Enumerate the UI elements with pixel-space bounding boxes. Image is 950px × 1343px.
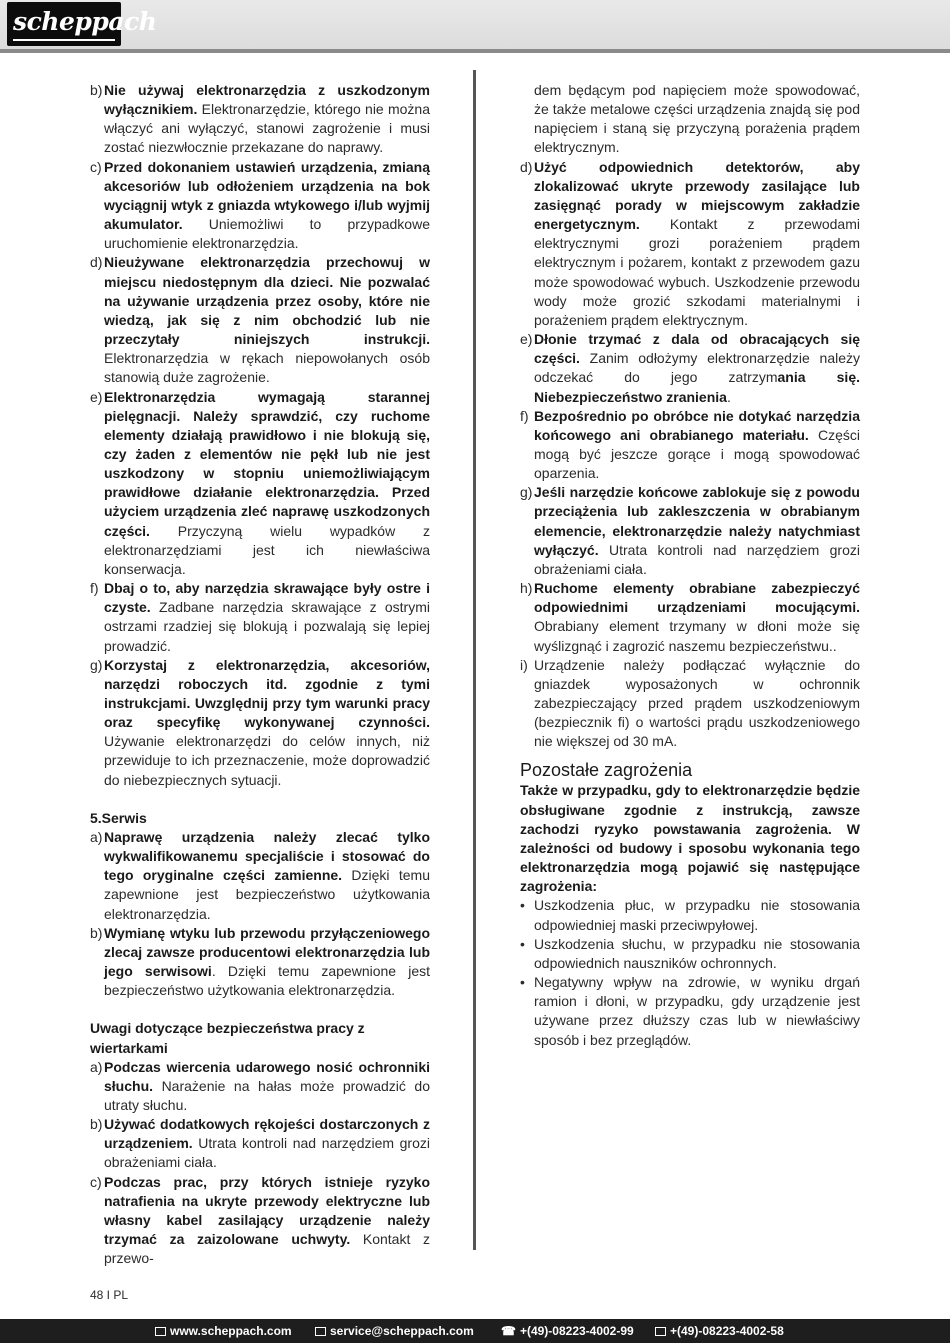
page-header xyxy=(0,0,950,50)
list-item-d: d) Nieużywane elektronarzędzia przechowuj w miejscu niedostępnym dla dzieci. Nie pozwalać na używanie urządzenia przez osoby, które nie wiedzą, jak się z nim obchodzić lub nie przeczytały niniejszych instrukcji. Elektronarzędzia w rękach niepowołanych osób stanowią duże zagrożenie. xyxy=(90,254,430,386)
monitor-icon xyxy=(155,1327,166,1336)
list-item-g: g) Korzystaj z elektronarzędzia, akcesoriów, narzędzi roboczych itd. zgodnie z tymi instrukcjami. Uwzględnij przy tym warunki pracy oraz specyfikę wykonywanej czynności. Używanie elektronarzędzi do celów innych, niż przewiduje to ich przeznaczenie, może doprowadzić do niebezpiecznych sytuacji. xyxy=(90,656,430,788)
uwagi-item-c: c) Podczas prac, przy których istnieje ryzyko natrafienia na ukryte przewody elektryczne lub własny kabel zasilający urządzenie należy trzymać za zaizolowane uchwyty. Kontakt z przewo- xyxy=(90,1173,430,1267)
uwagi-item-a: a) Podczas wiercenia udarowego nosić ochronniki słuchu. Narażenie na hałas może prowadzić do utraty słuchu. xyxy=(90,1058,430,1113)
bullet-item: • Negatywny wpływ na zdrowie, w wyniku drgań ramion i dłoni, w przypadku, gdy urządzenie jest używane przez dłuższy czas lub w niewłaściwy sposób i bez przeglądów. xyxy=(520,974,860,1048)
serwis-item-b: b) Wymianę wtyku lub przewodu przyłączeniowego zlecaj zawsze producentowi elektronarzędzia lub jego serwisowi. Dzięki temu zapewnione jest bezpieczeństwo użytkowania elektronarzędzia. xyxy=(90,924,430,999)
list-item-b: b) Nie używaj elektronarzędzia z uszkodzonym wyłącznikiem. Elektronarzędzie, którego nie można włączyć ani wyłączyć, stanowi zagrożenie i musi zostać niezwłocznie przekazane do naprawy. xyxy=(90,82,430,156)
page-number: 48 I PL xyxy=(90,1288,129,1302)
uwagi-item-h: h) Ruchome elementy obrabiane zabezpieczyć odpowiednimi urządzeniami mocującymi. Obrabiany element trzymany w dłoni może się wyślizgnąć i zagrozić naszemu bezpieczeństwu.. xyxy=(520,580,860,654)
left-column xyxy=(90,81,430,1268)
footer-web[interactable]: www.scheppach.com xyxy=(155,1324,292,1338)
footer-phone: ☎ +(49)-08223-4002-99 xyxy=(501,1324,634,1338)
page-footer xyxy=(0,1319,950,1343)
list-item-e: e) Elektronarzędzia wymagają starannej pielęgnacji. Należy sprawdzić, czy ruchome elementy działają prawidłowo i nie blokują się, czy żaden z elementów nie pękł lub nie jest uszkodzony w stopniu uniemożliwiającym prawidłowe działanie elektronarzędzia. Przed użyciem urządzenia zleć naprawę uszkodzonych części. Przyczyną wielu wypadków z elektronarzędziami jest ich niewłaściwa konserwacja. xyxy=(90,388,430,577)
mail-icon xyxy=(315,1327,326,1336)
right-column xyxy=(520,81,860,1050)
uwagi-item-b: b) Używać dodatkowych rękojeści dostarczonych z urządzeniem. Utrata kontroli nad narzędziem grozi obrażeniami ciała. xyxy=(90,1116,430,1171)
bullet-item: • Uszkodzenia słuchu, w przypadku nie stosowania odpowiednich nauszników ochronnych. xyxy=(520,935,860,971)
section-title-uwagi: Uwagi dotyczące bezpieczeństwa pracy z wiertarkami xyxy=(90,1020,365,1056)
fax-icon xyxy=(655,1327,666,1336)
uwagi-item-f: f) Bezpośrednio po obróbce nie dotykać narzędzia końcowego ani obrabianego materiału. Części mogą być jeszcze gorące i mogą spowodować oparzenia. xyxy=(520,407,860,482)
phone-icon: ☎ xyxy=(501,1324,516,1338)
uwagi-item-g: g) Jeśli narzędzie końcowe zablokuje się z powodu przeciążenia lub zakleszczenia w obrabianym elemencie, elektronarzędzie należy natychmiast wyłączyć. Utrata kontroli nad narzędziem grozi obrażeniami ciała. xyxy=(520,484,860,577)
bullet-item: • Uszkodzenia płuc, w przypadku nie stosowania odpowiedniej maski przeciwpyłowej. xyxy=(520,897,860,933)
uwagi-item-c-continued: dem będącym pod napięciem może spowodować, że także metalowe części urządzenia znajdą się pod napięciem i staną się przyczyną porażenia prądem elektrycznym. xyxy=(534,82,860,156)
section-title-serwis: 5.Serwis xyxy=(90,809,147,826)
column-divider xyxy=(473,70,476,1250)
list-item-f: f) Dbaj o to, aby narzędzia skrawające były ostre i czyste. Zadbane narzędzia skrawające z ostrymi ostrzami rzadziej się blokują i pozwalają się lepiej prowadzić. xyxy=(90,580,430,654)
scheppach-logo: scheppach xyxy=(7,2,121,46)
uwagi-item-e: e) Dłonie trzymać z dala od obracających się części. Zanim odłożymy elektronarzędzie należy odczekać do jego zatrzymania się. Niebezpieczeństwo zranienia. xyxy=(520,331,860,405)
section-title-residual-risks: Pozostałe zagrożenia xyxy=(520,760,693,781)
uwagi-item-i: i) Urządzenie należy podłączać wyłącznie do gniazdek wyposażonych w ochronnik zabezpieczający przed prądem uszkodzeniowym (bezpiecznik fi) o wartości prądu uszkodzeniowego nie większej od 30 mA. xyxy=(520,656,860,750)
header-rule xyxy=(0,49,950,53)
residual-intro: Także w przypadku, gdy to elektronarzędzie będzie obsługiwane zgodnie z instrukcją, zawsze zachodzi ryzyko powstawania zagrożenia. W zależności od budowy i sposobu wykonania tego elektronarzędzia mogą pojawić się następujące zagrożenia: xyxy=(520,782,860,895)
footer-fax: +(49)-08223-4002-58 xyxy=(655,1324,784,1338)
serwis-item-a: a) Naprawę urządzenia należy zlecać tylko wykwalifikowanemu specjaliście i stosować do tego oryginalne części zamienne. Dzięki temu zapewnione jest bezpieczeństwo użytkowania elektronarzędzia. xyxy=(90,828,430,922)
list-item-c: c) Przed dokonaniem ustawień urządzenia, zmianą akcesoriów lub odłożeniem urządzenia na bok wyciągnij wtyk z gniazda wtykowego i/lub wyjmij akumulator. Uniemożliwi to przypadkowe uruchomienie elektronarzędzia. xyxy=(90,158,430,252)
uwagi-item-d: d) Użyć odpowiednich detektorów, aby zlokalizować ukryte przewody zasilające lub zasięgnąć porady w miejscowym zakładzie energetycznym. Kontakt z przewodami elektrycznymi grozi porażeniem prądem elektrycznym i pożarem, kontakt z przewodem gazu może spowodować wybuch. Uszkodzenie przewodu wody może grozić szkodami materialnymi i porażeniem prądem elektrycznym. xyxy=(520,158,860,328)
footer-email[interactable]: service@scheppach.com xyxy=(315,1324,474,1338)
